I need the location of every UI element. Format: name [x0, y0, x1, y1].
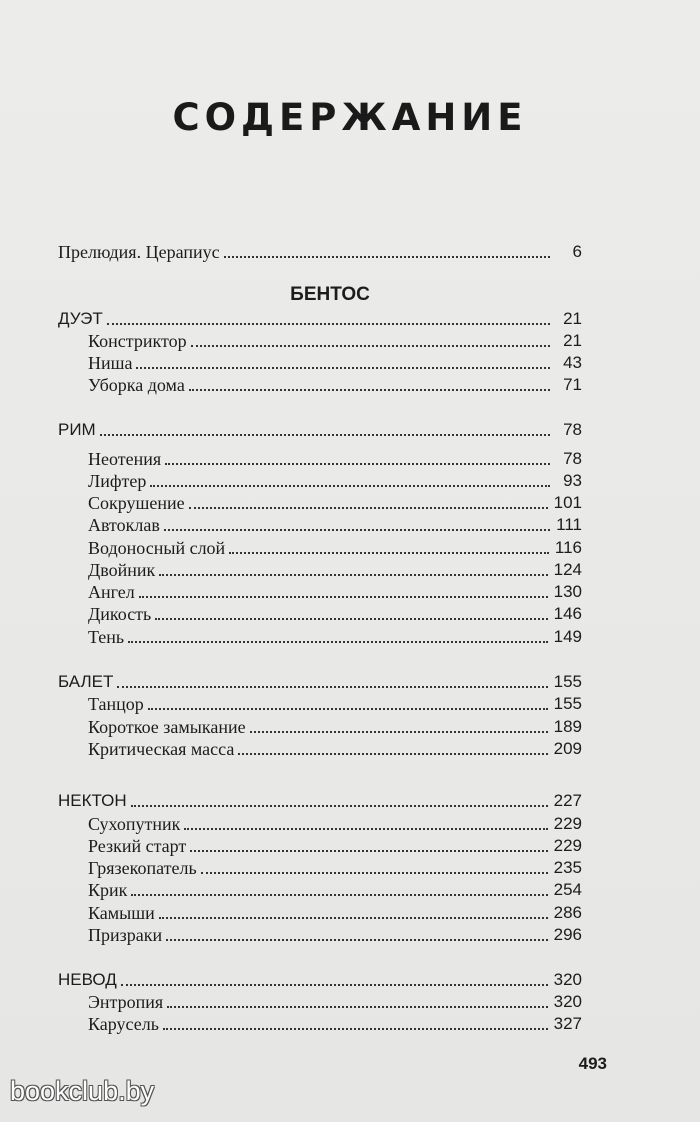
dot-leader [201, 872, 548, 874]
toc-row [88, 713, 582, 737]
toc-label: Двойник [88, 560, 156, 580]
toc-label: Тень [88, 627, 125, 647]
toc-page-number: 189 [553, 717, 582, 736]
toc-row [88, 511, 582, 535]
toc-row [88, 534, 582, 558]
dot-leader [148, 708, 548, 710]
toc-page-number: 327 [553, 1014, 582, 1033]
toc-part-row [58, 668, 582, 692]
toc-label: Констриктор [88, 331, 187, 351]
dot-leader [189, 389, 550, 391]
dot-leader [189, 507, 548, 509]
toc-page-number: 93 [563, 471, 582, 490]
toc-part-row [58, 787, 582, 811]
toc-row [88, 467, 582, 491]
toc-row [88, 578, 582, 602]
toc-page-number: 101 [553, 493, 582, 512]
toc-row [88, 600, 582, 624]
toc-label: Дикость [88, 604, 152, 624]
toc-label: Сухопутник [88, 814, 181, 834]
dot-leader [191, 345, 550, 347]
toc-part-row [58, 305, 582, 329]
dot-leader [165, 463, 550, 465]
toc-row [88, 327, 582, 351]
dot-leader [159, 917, 548, 919]
toc-page-number: 155 [553, 672, 582, 691]
toc-row [88, 1010, 582, 1034]
toc-label: Критическая масса [88, 739, 235, 759]
toc-label: Водоносный слой [88, 538, 226, 558]
toc-page-number: 43 [563, 353, 582, 372]
toc-page-number: 146 [553, 604, 582, 623]
toc-part-title: НЕВОД [58, 970, 117, 989]
toc-row [88, 988, 582, 1012]
toc-page-number: 229 [553, 814, 582, 833]
toc-page-number: 229 [553, 836, 582, 855]
toc-page-number: 209 [553, 739, 582, 758]
toc-label: Короткое замыкание [88, 717, 246, 737]
toc-row [88, 921, 582, 945]
page-number: 493 [578, 1054, 607, 1073]
toc-row [88, 876, 582, 900]
toc-page-number: 21 [563, 309, 582, 328]
toc-row-prelude [58, 238, 582, 262]
toc-row [88, 690, 582, 714]
toc-page-number: 296 [553, 925, 582, 944]
toc-label: Ниша [88, 353, 133, 373]
toc-label: Уборка дома [88, 375, 185, 395]
toc-page-number: 155 [553, 694, 582, 713]
toc-row [88, 349, 582, 373]
toc-part-row [58, 966, 582, 990]
dot-leader [139, 596, 548, 598]
dot-leader [163, 1028, 548, 1030]
toc-row [88, 735, 582, 759]
toc-page-number: 320 [553, 970, 582, 989]
toc-page-number: 149 [553, 627, 582, 646]
toc-label: Резкий старт [88, 836, 187, 856]
toc-row [88, 623, 582, 647]
toc-row [88, 832, 582, 856]
dot-leader [224, 256, 550, 258]
toc-label: Призраки [88, 925, 163, 945]
dot-leader [238, 753, 547, 755]
toc-label: Карусель [88, 1014, 159, 1034]
dot-leader [229, 552, 549, 554]
toc-page-number: 78 [563, 449, 582, 468]
dot-leader [164, 529, 550, 531]
toc-page-number: 71 [563, 375, 582, 394]
toc-page-number: 235 [553, 858, 582, 877]
toc-label: Ангел [88, 582, 135, 602]
toc-part-title: НЕКТОН [58, 791, 127, 810]
dot-leader [117, 686, 547, 688]
toc-label: Автоклав [88, 515, 160, 535]
dot-leader [107, 323, 550, 325]
dot-leader [184, 828, 547, 830]
site-watermark: bookclub.by [10, 1076, 155, 1106]
dot-leader [131, 894, 547, 896]
toc-row [88, 810, 582, 834]
toc-row [88, 899, 582, 923]
toc-row [88, 445, 582, 469]
toc-page-number: 6 [572, 242, 582, 261]
toc-part-title: БАЛЕТ [58, 672, 114, 691]
dot-leader [131, 805, 548, 807]
toc-page-number: 111 [556, 515, 582, 534]
toc-page-number: 320 [553, 992, 582, 1011]
toc-label: Энтропия [88, 992, 164, 1012]
toc-part-title: РИМ [58, 420, 96, 439]
dot-leader [166, 939, 548, 941]
toc-label: Танцор [88, 694, 144, 714]
dot-leader [250, 731, 548, 733]
dot-leader [190, 850, 547, 852]
dot-leader [150, 485, 550, 487]
dot-leader [136, 367, 550, 369]
toc-label: Камыши [88, 903, 155, 923]
toc-page-number: 21 [563, 331, 582, 350]
toc-row [88, 489, 582, 513]
section-heading: БЕНТОС [290, 284, 370, 305]
toc-page-number: 116 [554, 538, 582, 557]
dot-leader [121, 984, 548, 986]
toc-page-number: 254 [553, 880, 582, 899]
toc-row [88, 556, 582, 580]
toc-label: Сокрушение [88, 493, 185, 513]
toc-page-number: 130 [553, 582, 582, 601]
toc-row [88, 854, 582, 878]
toc-part-row [58, 416, 582, 440]
page-title: СОДЕРЖАНИЕ [172, 96, 528, 139]
dot-leader [167, 1006, 547, 1008]
dot-leader [100, 434, 550, 436]
toc-page-number: 227 [553, 791, 582, 810]
toc-page-number: 286 [553, 903, 582, 922]
toc-label: Крик [88, 880, 128, 900]
toc-label: Неотения [88, 449, 162, 469]
toc-row [88, 371, 582, 395]
dot-leader [128, 641, 547, 643]
toc-label: Грязекопатель [88, 858, 197, 878]
dot-leader [155, 618, 547, 620]
dot-leader [159, 574, 547, 576]
toc-label: Прелюдия. Церапиус [58, 242, 220, 262]
toc-page-number: 124 [553, 560, 582, 579]
toc-page-number: 78 [563, 420, 582, 439]
toc-label: Лифтер [88, 471, 147, 491]
toc-part-title: ДУЭТ [58, 309, 103, 328]
